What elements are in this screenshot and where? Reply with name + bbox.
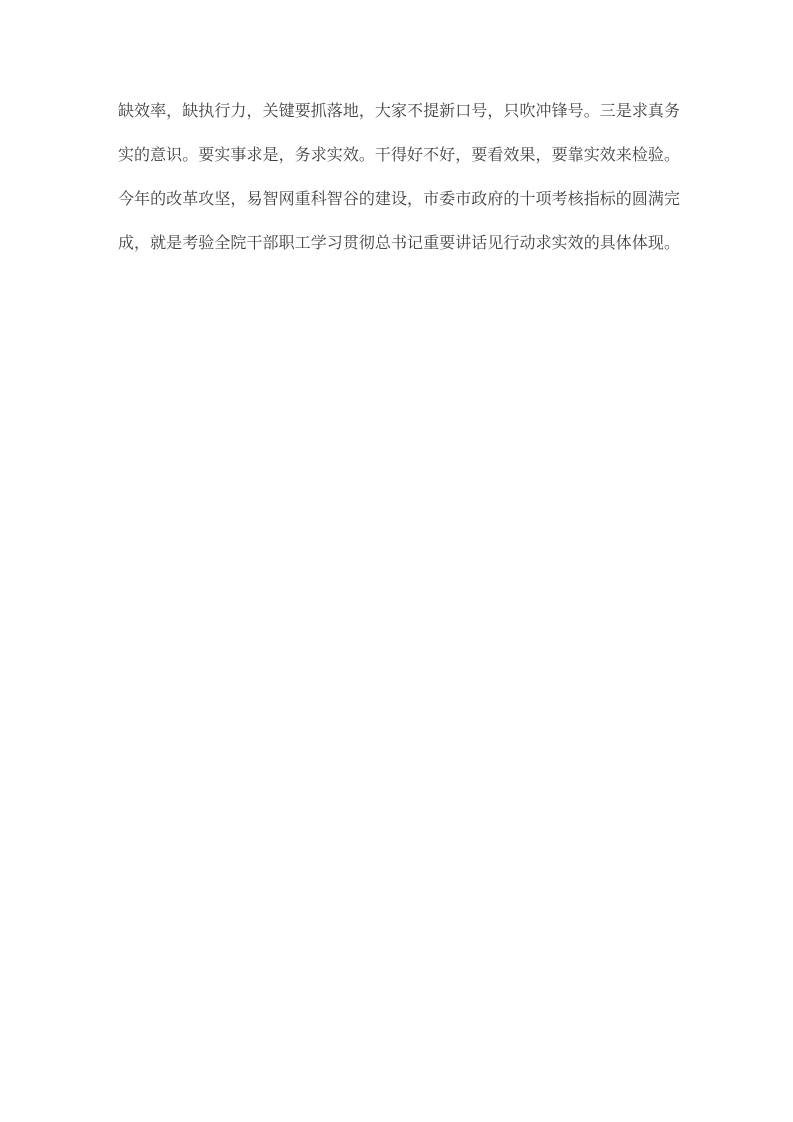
paragraph-line-2: 实的意识。要实事求是，务求实效。干得好不好，要看效果，要靠实效来检验。 xyxy=(118,147,680,164)
body-text-paragraph xyxy=(118,90,680,266)
paragraph-line-3: 今年的改革攻坚，易智网重科智谷的建设，市委市政府的十项考核指标的圆满完 xyxy=(118,191,680,208)
paragraph-line-4: 成，就是考验全院干部职工学习贯彻总书记重要讲话见行动求实效的具体体现。 xyxy=(118,235,680,252)
paragraph-line-1: 缺效率，缺执行力，关键要抓落地，大家不提新口号，只吹冲锋号。三是求真务 xyxy=(118,103,680,120)
